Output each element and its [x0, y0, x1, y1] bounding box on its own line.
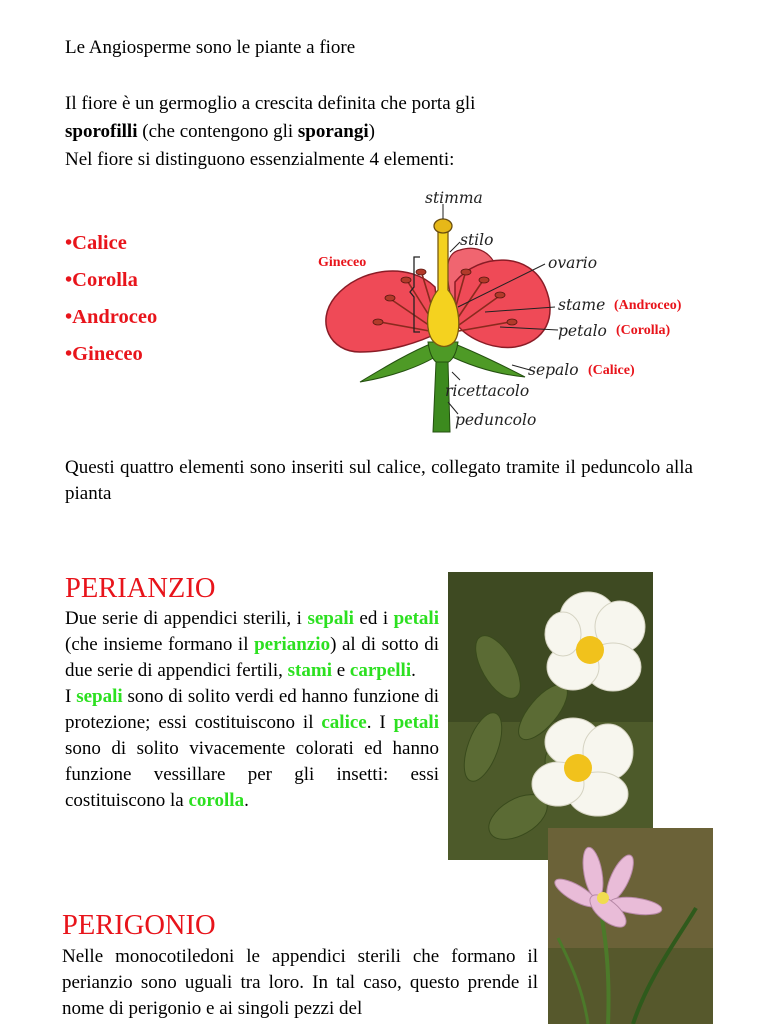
- highlighted-term: carpelli: [349, 660, 412, 681]
- text-segment: ed i: [353, 608, 394, 629]
- perigonio-paragraph: Nelle monocotiledoni le appendici sterili che formano il perianzio sono uguali tra loro. In tal caso, questo prende il nome di perigonio e ai singoli pezzi del: [62, 946, 538, 1019]
- intro-paren-open: (che contengono gli: [137, 121, 298, 142]
- intro-line-4: Nel fiore si distinguono essenzialmente 4 elementi:: [65, 149, 455, 170]
- highlighted-term: petali: [393, 608, 439, 629]
- text-segment: (che insieme formano il: [65, 634, 255, 655]
- label-ovario: ovario: [548, 254, 598, 272]
- label-peduncolo: peduncolo: [455, 411, 537, 429]
- perianzio-title: PERIANZIO: [65, 573, 216, 604]
- label-stame: stame: [558, 296, 606, 314]
- text-segment: Due serie di appendici sterili, i: [65, 608, 308, 629]
- intro-line-3: [65, 119, 375, 145]
- stigma: [434, 219, 452, 233]
- left-petal: [326, 271, 440, 352]
- text-segment: e: [331, 660, 350, 681]
- text-segment: ) al di sotto di due serie di appendici fertili,: [65, 634, 439, 681]
- perianzio-paragraph: [65, 606, 439, 814]
- highlighted-term: perianzio: [254, 634, 331, 655]
- label-petalo: petalo: [558, 322, 607, 340]
- label-sepalo: sepalo: [528, 361, 579, 379]
- element-item: •Calice: [65, 232, 127, 254]
- flower-diagram: [300, 182, 645, 440]
- highlighted-term: sepali: [76, 686, 123, 707]
- element-item: •Androceo: [65, 306, 158, 328]
- highlighted-term: stami: [287, 660, 332, 681]
- group-label-calice: (Calice): [588, 363, 635, 378]
- group-label-gineceo: Gineceo: [318, 255, 367, 270]
- text-segment: .: [411, 660, 416, 681]
- text-segment: .: [244, 790, 249, 811]
- text-segment: . I: [366, 712, 394, 733]
- text-segment: sono di solito vivacemente colorati ed hanno funzione vessillare per gli insetti: essi costituiscono la: [65, 738, 439, 811]
- perigonio-photo: [548, 828, 713, 1024]
- element-item: •Gineceo: [65, 343, 143, 365]
- highlighted-term: petali: [393, 712, 439, 733]
- term-sporofilli: sporofilli: [65, 121, 138, 142]
- intro-line-2: Il fiore è un germoglio a crescita definita che porta gli: [65, 93, 476, 114]
- highlighted-term: corolla: [188, 790, 245, 811]
- group-label-corolla: (Corolla): [616, 323, 671, 338]
- intro-line-1: Le Angiosperme sono le piante a fiore: [65, 37, 356, 58]
- label-stilo: stilo: [460, 231, 494, 249]
- term-sporangi: sporangi: [297, 121, 369, 142]
- highlighted-term: sepali: [307, 608, 354, 629]
- intro-paren-close: ): [368, 121, 375, 142]
- inserted-paragraph: Questi quattro elementi sono inseriti sul calice, collegato tramite il peduncolo alla pianta: [65, 457, 693, 504]
- perigonio-title: PERIGONIO: [62, 910, 216, 941]
- highlighted-term: calice: [321, 712, 367, 733]
- cistus-photo: [448, 572, 653, 860]
- text-segment: sono di solito verdi ed hanno funzione di protezione; essi costituiscono il: [65, 686, 440, 733]
- text-segment: I: [65, 686, 77, 707]
- element-item: •Corolla: [65, 269, 138, 291]
- label-stimma: stimma: [425, 189, 483, 207]
- group-label-androceo: (Androceo): [614, 298, 682, 313]
- label-ricettacolo: ricettacolo: [445, 382, 530, 400]
